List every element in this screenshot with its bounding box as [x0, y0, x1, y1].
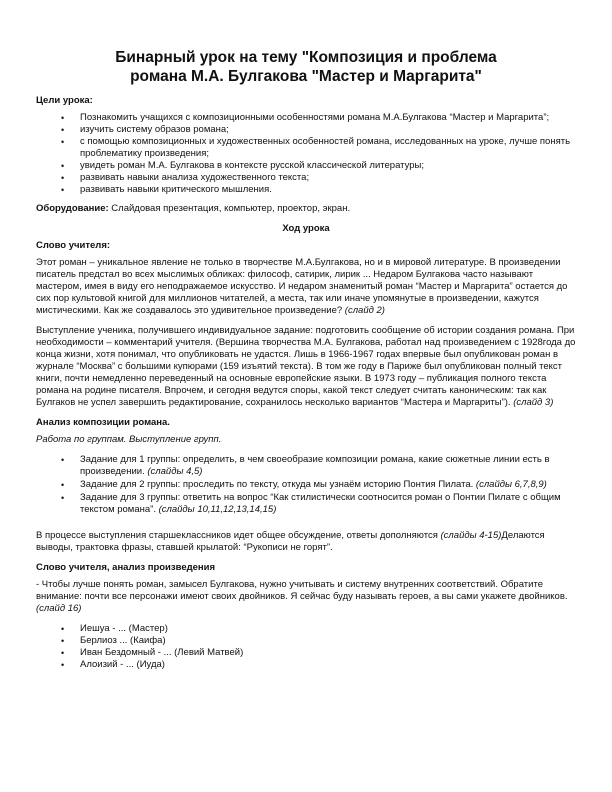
list-item: • развивать навыки анализа художественного текста; — [61, 172, 310, 183]
slide-ref: (слайды 10,11,12,13,14,15) — [158, 504, 277, 515]
bullet: • — [61, 624, 65, 634]
equipment-text: Слайдовая презентация, компьютер, проектор, экран. — [108, 203, 351, 214]
list-item: • изучить систему образов романа; — [61, 124, 229, 135]
list-item: • Берлиоз ... (Каифа) — [61, 635, 166, 646]
bullet: • — [61, 648, 65, 658]
slide-ref: (слайд 16) — [36, 603, 82, 614]
bullet: • — [61, 493, 65, 503]
student-speech-paragraph: Выступление ученика, получившего индивидуальное задание: подготовить сообщение об истории создания романа. При необходимости – комментарий учителя. (Вершина творчества М.А. Булгакова, работал над произведением с 1928года до конца жизни, хотя понимал, что опубликовать не удастся. Лишь в 1966-1967 годах впервые был опубликован роман в журнале “Москва” с большими купюрами (159 изъятий текста). В том же году в Париже был опубликован полный текст книги, почти немедленно переведенный на основные европейские языки. В 1973 году – публикация полного текста романа на родине писателя. Впрочем, и сегодня ведутся споры, какой текст следует считать каноническим: так как Булгаков не успел завершить редактирование, сохранилось несколько вариантов “Мастера и Маргариты”). (слайд 3) — [36, 325, 576, 408]
list-item: • Задание для 2 группы: проследить по тексту, откуда мы узнаём историю Понтия Пилата. (слайды 6,7,8,9) — [61, 479, 547, 490]
slide-ref: (слайды 4-15) — [440, 530, 502, 541]
teacher-analysis-heading: Слово учителя, анализ произведения — [36, 562, 216, 573]
tasks-list — [36, 454, 576, 516]
list-item: • с помощью композиционных и художественных особенностей романа, исследованных на уроке, лучше понять проблематику произведения; — [61, 136, 571, 159]
bullet: • — [61, 161, 65, 171]
title-line-1: Бинарный урок на тему "Композиция и проблема — [115, 49, 497, 66]
title-line-2: романа М.А. Булгакова "Мастер и Маргарита" — [130, 68, 482, 85]
goals-heading: Цели урока: — [36, 95, 93, 106]
bullet: • — [61, 125, 65, 135]
teacher-word-heading: Слово учителя: — [36, 240, 111, 251]
list-item: • увидеть роман М.А. Булгакова в контексте русской классической литературы; — [61, 160, 425, 171]
analysis-heading: Анализ композиции романа. — [36, 417, 170, 428]
list-item: • Иешуа - ... (Мастер) — [61, 623, 168, 634]
list-item: • развивать навыки критического мышления. — [61, 184, 272, 195]
list-item: • Иван Бездомный - ... (Левий Матвей) — [61, 647, 244, 658]
bullet: • — [61, 455, 65, 465]
bullet: • — [61, 480, 65, 490]
bullet: • — [61, 636, 65, 646]
list-item: • Задание для 3 группы: ответить на вопрос “Как стилистически соотносится роман о Понтии Пилате с общим текстом романа”. (слайды 10,11,12,13,14,15) — [61, 492, 561, 515]
analysis-subheading: Работа по группам. Выступление групп. — [36, 434, 222, 445]
equipment-label: Оборудование: — [36, 203, 109, 214]
slide-ref: (слайды 6,7,8,9) — [475, 479, 547, 490]
list-item: • Алоизий - ... (Иуда) — [61, 659, 165, 670]
course-heading: Ход урока — [282, 223, 330, 234]
slide-ref: (слайд 3) — [513, 397, 554, 408]
discussion-paragraph: В процессе выступления старшеклассников идет общее обсуждение, ответы дополняются (слайды 4-15)Делаются выводы, трактовка фразы, ставшей крылатой: “Рукописи не горят”. — [36, 530, 545, 553]
bullet: • — [61, 185, 65, 195]
bullet: • — [61, 660, 65, 670]
list-item: • Познакомить учащихся с композиционными особенностями романа М.А.Булгакова “Мастер и Маргарита”; — [61, 112, 550, 123]
equipment-paragraph — [36, 203, 576, 215]
document-title — [36, 48, 576, 86]
bullet: • — [61, 113, 65, 123]
goals-list — [36, 112, 576, 196]
document-page — [36, 48, 576, 678]
teacher-analysis-paragraph: - Чтобы лучше понять роман, замысел Булгакова, нужно учитывать и систему внутренних соответствий. Обратите внимание: почти все персонажи имеют своих двойников. Я сейчас буду называть героев, а вы сами укажете двойников. (слайд 16) — [36, 579, 568, 614]
doubles-list — [36, 623, 576, 671]
teacher-word-paragraph: Этот роман – уникальное явление не только в творчестве М.А.Булгакова, но и в мировой литературе. В произведении писатель предстал во всех мыслимых обликах: философ, сатирик, лирик ... Недаром Булгакова часто называют мастером, имея в виду его неподражаемое искусство. И недаром знаменитый роман “Мастер и Маргарита” остается до сих пор культовой книгой для миллионов читателей, а места, так или иначе упомянутые в произведении, кажутся мистическими. Как же создавалось это удивительное произведение? (слайд 2) — [36, 257, 568, 316]
bullet: • — [61, 137, 65, 147]
list-item: • Задание для 1 группы: определить, в чем своеобразие композиции романа, какие сюжетные линии есть в произведении. (слайды 4,5) — [61, 454, 550, 477]
bullet: • — [61, 173, 65, 183]
slide-ref: (слайд 2) — [344, 305, 385, 316]
slide-ref: (слайды 4,5) — [147, 466, 203, 477]
